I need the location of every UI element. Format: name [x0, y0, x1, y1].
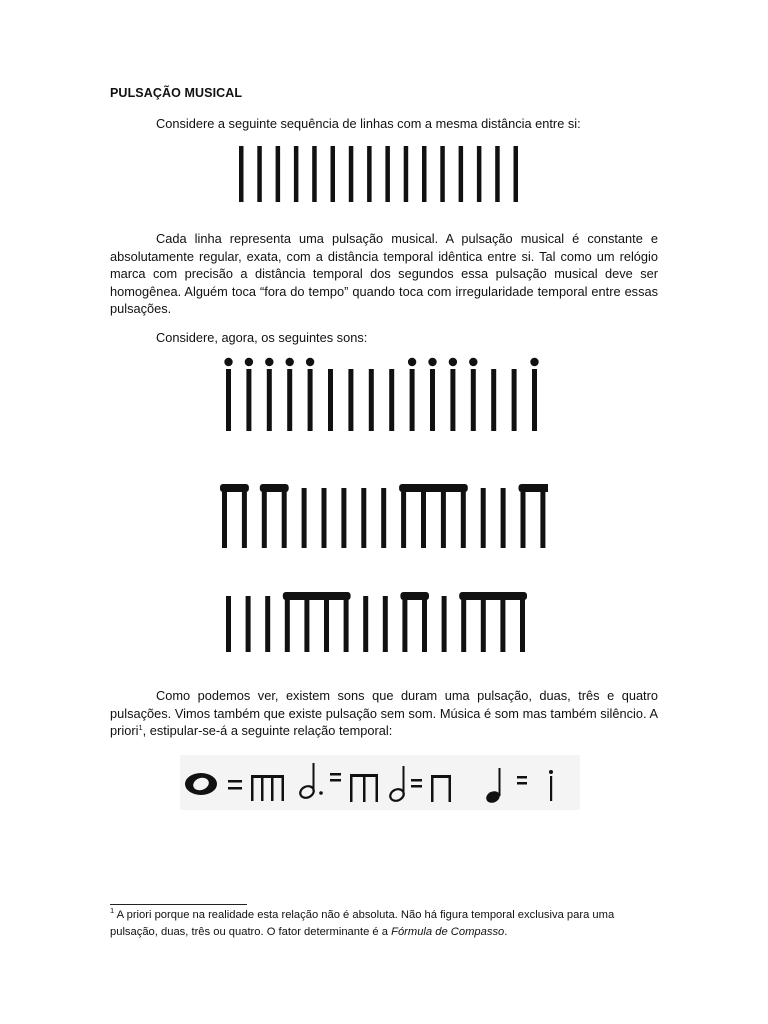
sound-dot	[449, 358, 457, 366]
pulse-line	[521, 488, 526, 548]
group-beam	[260, 484, 289, 492]
pulse-line	[344, 596, 349, 652]
pulse-line	[481, 596, 486, 652]
pulse-line	[532, 369, 537, 431]
sound-dot	[265, 358, 273, 366]
page-title: PULSAÇÃO MUSICAL	[110, 86, 243, 100]
pulse-line	[285, 596, 290, 652]
grouped-pulses-figure-2	[222, 588, 552, 654]
pulse-line	[267, 369, 272, 431]
footnote-number: 1	[110, 906, 115, 915]
pulse-line	[312, 146, 317, 202]
pulse-line	[501, 488, 506, 548]
grouped-pulses-svg-2	[222, 588, 552, 654]
footnote	[110, 907, 658, 940]
pulse-line	[450, 369, 455, 431]
pulse-line	[461, 488, 466, 548]
pulse-line	[402, 596, 407, 652]
pulse-line	[383, 596, 388, 652]
whole-note-icon	[185, 773, 217, 795]
group-beam	[399, 484, 468, 492]
pulse-line	[282, 488, 287, 548]
sound-dot	[245, 358, 253, 366]
pulse-line	[440, 146, 445, 202]
pulse-lines-figure	[236, 146, 536, 204]
pulse-line	[287, 369, 292, 431]
pulse-line	[226, 369, 231, 431]
sound-dot	[306, 358, 314, 366]
pulse-line	[276, 146, 281, 202]
footnote-text-a: A priori porque na realidade esta relação não é absoluta. Não há figura temporal exclusiva para uma pulsação, duas, três ou quatro. O fator determinante é a	[110, 909, 615, 938]
pulse-line	[520, 596, 525, 652]
temporal-relation-svg	[180, 755, 580, 810]
sound-dot	[530, 358, 538, 366]
footnote-divider	[110, 904, 247, 905]
pulse-line	[363, 596, 368, 652]
footnote-italic: Fórmula de Compasso	[391, 925, 505, 938]
pulse-line	[222, 488, 227, 548]
pulse-paragraph: Cada linha representa uma pulsação musical. A pulsação musical é constante e absolutamente regular, exata, com a distância temporal idêntica entre si. Tal como um relógio marca com precisão a distância temporal dos segundos essa pulsação musical deve ser homogênea. Alguém toca “fora do tempo” quando toca com irregularidade temporal entre essas pulsações.	[110, 231, 658, 316]
grouped-pulses-figure-1	[218, 478, 548, 550]
pulse-line	[302, 488, 307, 548]
pulse-line	[410, 369, 415, 431]
pulse-line	[422, 596, 427, 652]
pulse-line	[226, 596, 231, 652]
footnote-reference[interactable]: 1	[138, 723, 143, 732]
pulse-line	[262, 488, 267, 548]
dotted-pulses-figure	[220, 355, 550, 435]
pulse-line	[459, 146, 464, 202]
grouped-pulses-svg-1	[218, 478, 548, 550]
pulse-line	[385, 146, 390, 202]
pulse-line	[369, 369, 374, 431]
pulse-line	[471, 369, 476, 431]
sound-dot	[286, 358, 294, 366]
pulse-line	[324, 596, 329, 652]
pulse-line	[512, 369, 517, 431]
sounds-text-a: Como podemos ver, existem sons que duram uma pulsação, duas, três e quatro pulsações. Vimos também que existe pulsação sem som. Música é som mas também silêncio. A priori	[110, 688, 658, 738]
intro-paragraph: Considere a seguinte sequência de linhas com a mesma distância entre si:	[156, 116, 581, 131]
temporal-relation-figure	[180, 755, 580, 810]
pulse-line	[461, 596, 466, 652]
group-beam	[283, 592, 351, 600]
pulse-line	[430, 369, 435, 431]
pulse-line	[514, 146, 519, 202]
pulse-line	[481, 488, 486, 548]
pulse-line	[441, 488, 446, 548]
pulse-line	[304, 596, 309, 652]
pulse-line	[495, 146, 500, 202]
pulse-line	[421, 488, 426, 548]
pulse-line	[422, 146, 427, 202]
sound-dot	[428, 358, 436, 366]
pulse-line	[328, 369, 333, 431]
group-beam	[220, 484, 249, 492]
pulse-line	[401, 488, 406, 548]
dotted-pulses-svg	[220, 355, 550, 435]
sounds-text-b: , estipular-se-á a seguinte relação temporal:	[142, 723, 393, 738]
footnote-text-b: .	[504, 925, 508, 938]
pulse-line	[540, 488, 545, 548]
pulse-line	[361, 488, 366, 548]
pulse-line	[246, 596, 251, 652]
sound-dot	[408, 358, 416, 366]
pulse-line	[389, 369, 394, 431]
pulse-line	[257, 146, 262, 202]
group-beam	[400, 592, 429, 600]
pulse-line	[477, 146, 482, 202]
pulse-line	[442, 596, 447, 652]
consider-sounds-paragraph: Considere, agora, os seguintes sons:	[156, 330, 368, 345]
sounds-paragraph	[110, 687, 658, 740]
pulse-line	[491, 369, 496, 431]
pulse-line	[500, 596, 505, 652]
pulse-line	[294, 146, 299, 202]
pulse-line	[348, 369, 353, 431]
pulse-lines-svg	[236, 146, 536, 204]
group-beam	[519, 484, 549, 492]
pulse-line	[381, 488, 386, 548]
pulse-line	[322, 488, 327, 548]
sound-dot	[224, 358, 232, 366]
pulse-line	[349, 146, 354, 202]
pulse-line	[341, 488, 346, 548]
pulse-line	[308, 369, 313, 431]
pulse-line	[246, 369, 251, 431]
pulse-line	[265, 596, 270, 652]
pulse-line	[331, 146, 336, 202]
pulse-line	[239, 146, 244, 202]
pulse-line	[404, 146, 409, 202]
group-beam	[459, 592, 527, 600]
pulse-line	[242, 488, 247, 548]
sound-dot	[469, 358, 477, 366]
pulse-line	[367, 146, 372, 202]
